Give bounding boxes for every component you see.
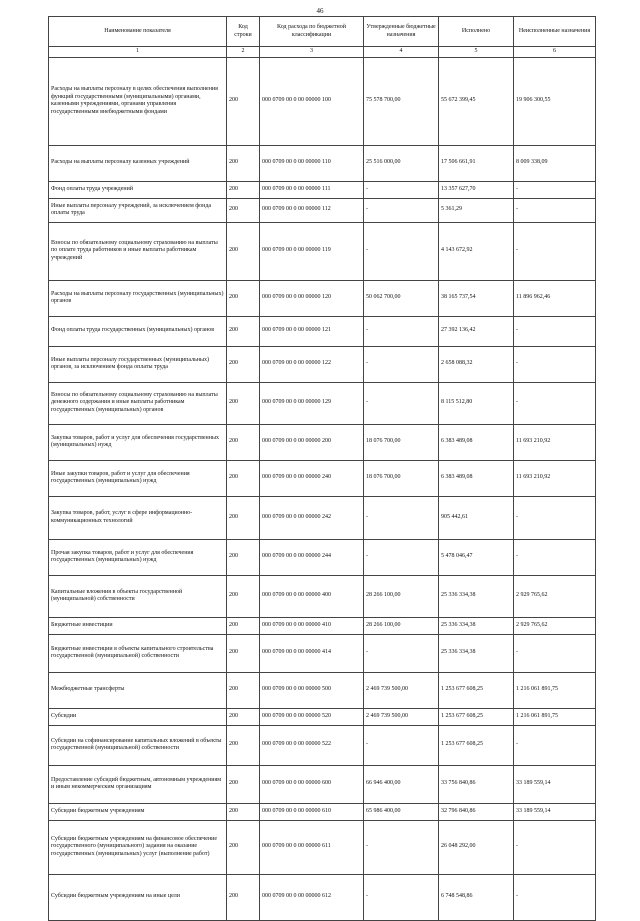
cell-executed: 33 756 840,86	[439, 765, 514, 803]
cell-executed: 8 115 512,80	[439, 382, 514, 424]
column-number: 5	[439, 47, 514, 58]
table-row	[49, 803, 596, 820]
cell-budget-code: 000 0709 00 0 00 00000 244	[260, 539, 364, 575]
cell-approved: -	[364, 539, 439, 575]
cell-budget-code: 000 0709 00 0 00 00000 110	[260, 145, 364, 181]
cell-budget-code: 000 0709 00 0 00 00000 520	[260, 708, 364, 725]
cell-name: Расходы на выплаты персоналу казенных учреждений	[49, 145, 227, 181]
cell-unexecuted: 2 929 765,62	[514, 617, 596, 634]
cell-executed: 905 442,61	[439, 496, 514, 539]
cell-budget-code: 000 0709 00 0 00 00000 120	[260, 280, 364, 316]
cell-budget-code: 000 0709 00 0 00 00000 400	[260, 575, 364, 617]
cell-budget-code: 000 0709 00 0 00 00000 610	[260, 803, 364, 820]
table-row	[49, 316, 596, 346]
cell-budget-code: 000 0709 00 0 00 00000 414	[260, 634, 364, 672]
page-number: 46	[316, 7, 324, 15]
header-budget-code: Код расхода по бюджетной классификации	[260, 17, 364, 47]
cell-name: Иные выплаты персоналу государственных (муниципальных) органов, за исключением фонда оплаты труда	[49, 346, 227, 382]
cell-unexecuted: 19 906 300,55	[514, 57, 596, 145]
cell-executed: 32 796 840,86	[439, 803, 514, 820]
cell-line-code: 200	[227, 460, 260, 496]
cell-budget-code: 000 0709 00 0 00 00000 119	[260, 222, 364, 280]
cell-executed: 4 143 672,92	[439, 222, 514, 280]
cell-executed: 6 748 548,86	[439, 874, 514, 920]
cell-line-code: 200	[227, 725, 260, 765]
cell-executed: 25 336 334,38	[439, 634, 514, 672]
cell-approved: 50 062 700,00	[364, 280, 439, 316]
cell-line-code: 200	[227, 424, 260, 460]
cell-executed: 55 672 399,45	[439, 57, 514, 145]
cell-budget-code: 000 0709 00 0 00 00000 522	[260, 725, 364, 765]
table-row	[49, 222, 596, 280]
cell-line-code: 200	[227, 181, 260, 198]
cell-unexecuted: -	[514, 539, 596, 575]
cell-unexecuted: 2 929 765,62	[514, 575, 596, 617]
cell-executed: 5 361,29	[439, 198, 514, 222]
table-row	[49, 198, 596, 222]
cell-name: Субсидии на софинансирование капитальных вложений в объекты государственной (муниципальной) собственности	[49, 725, 227, 765]
cell-name: Предоставление субсидий бюджетным, автономным учреждениям и иным некоммерческим организациям	[49, 765, 227, 803]
cell-approved: 75 578 700,00	[364, 57, 439, 145]
cell-executed: 6 383 489,08	[439, 460, 514, 496]
cell-line-code: 200	[227, 803, 260, 820]
cell-approved: 2 469 739 500,00	[364, 672, 439, 708]
cell-unexecuted: 11 693 210,92	[514, 460, 596, 496]
cell-unexecuted: -	[514, 181, 596, 198]
cell-budget-code: 000 0709 00 0 00 00000 100	[260, 57, 364, 145]
cell-name: Фонд оплаты труда учреждений	[49, 181, 227, 198]
cell-approved: -	[364, 222, 439, 280]
table-row	[49, 672, 596, 708]
cell-executed: 17 506 661,91	[439, 145, 514, 181]
cell-approved: 66 946 400,00	[364, 765, 439, 803]
cell-line-code: 200	[227, 145, 260, 181]
cell-line-code: 200	[227, 617, 260, 634]
cell-executed: 38 165 737,54	[439, 280, 514, 316]
cell-approved: 65 986 400,00	[364, 803, 439, 820]
cell-line-code: 200	[227, 496, 260, 539]
cell-line-code: 200	[227, 708, 260, 725]
cell-budget-code: 000 0709 00 0 00 00000 611	[260, 820, 364, 874]
cell-unexecuted: -	[514, 316, 596, 346]
table-row	[49, 57, 596, 145]
cell-name: Взносы по обязательному социальному страхованию на выплаты денежного содержания и иные выплаты работникам государственных (муниципальных) органов	[49, 382, 227, 424]
cell-budget-code: 000 0709 00 0 00 00000 200	[260, 424, 364, 460]
table-row	[49, 575, 596, 617]
cell-line-code: 200	[227, 820, 260, 874]
cell-unexecuted: -	[514, 496, 596, 539]
cell-line-code: 200	[227, 765, 260, 803]
cell-approved: -	[364, 346, 439, 382]
table-row	[49, 496, 596, 539]
cell-name: Бюджетные инвестиции в объекты капитального строительства государственной (муниципальной) собственности	[49, 634, 227, 672]
table-row	[49, 460, 596, 496]
cell-budget-code: 000 0709 00 0 00 00000 111	[260, 181, 364, 198]
cell-approved: -	[364, 496, 439, 539]
table-row	[49, 280, 596, 316]
cell-approved: 18 076 700,00	[364, 460, 439, 496]
column-number: 1	[49, 47, 227, 58]
cell-name: Субсидии бюджетным учреждениям на иные цели	[49, 874, 227, 920]
cell-budget-code: 000 0709 00 0 00 00000 122	[260, 346, 364, 382]
cell-approved: -	[364, 634, 439, 672]
table-row	[49, 765, 596, 803]
column-number: 2	[227, 47, 260, 58]
cell-line-code: 200	[227, 382, 260, 424]
table-row	[49, 708, 596, 725]
cell-approved: -	[364, 316, 439, 346]
cell-executed: 27 392 136,42	[439, 316, 514, 346]
cell-unexecuted: -	[514, 198, 596, 222]
cell-name: Закупка товаров, работ, услуг в сфере информационно-коммуникационных технологий	[49, 496, 227, 539]
cell-name: Субсидии бюджетным учреждениям на финансовое обеспечение государственного (муниципального) задания на оказание государственных (муниципальных) услуг (выполнение работ)	[49, 820, 227, 874]
cell-name: Бюджетные инвестиции	[49, 617, 227, 634]
cell-line-code: 200	[227, 634, 260, 672]
header-name: Наименование показателя	[49, 17, 227, 47]
cell-executed: 2 658 088,32	[439, 346, 514, 382]
cell-approved: 28 266 100,00	[364, 617, 439, 634]
cell-approved: -	[364, 181, 439, 198]
cell-line-code: 200	[227, 316, 260, 346]
table-row	[49, 346, 596, 382]
column-number: 6	[514, 47, 596, 58]
cell-line-code: 200	[227, 57, 260, 145]
table-row	[49, 145, 596, 181]
cell-name: Фонд оплаты труда государственных (муниципальных) органов	[49, 316, 227, 346]
header-unexecuted: Неисполненные назначения	[514, 17, 596, 47]
cell-executed: 25 336 334,38	[439, 575, 514, 617]
cell-line-code: 200	[227, 575, 260, 617]
header-executed: Исполнено	[439, 17, 514, 47]
cell-line-code: 200	[227, 222, 260, 280]
cell-name: Расходы на выплаты персоналу государственных (муниципальных) органов	[49, 280, 227, 316]
cell-line-code: 200	[227, 280, 260, 316]
cell-budget-code: 000 0709 00 0 00 00000 410	[260, 617, 364, 634]
cell-line-code: 200	[227, 198, 260, 222]
cell-approved: -	[364, 725, 439, 765]
budget-execution-table	[48, 16, 596, 921]
cell-budget-code: 000 0709 00 0 00 00000 500	[260, 672, 364, 708]
cell-unexecuted: 33 189 559,14	[514, 765, 596, 803]
cell-name: Субсидии бюджетным учреждениям	[49, 803, 227, 820]
cell-approved: -	[364, 198, 439, 222]
cell-unexecuted: -	[514, 346, 596, 382]
cell-executed: 1 253 677 608,25	[439, 708, 514, 725]
cell-name: Иные выплаты персоналу учреждений, за исключением фонда оплаты труда	[49, 198, 227, 222]
cell-name: Межбюджетные трансферты	[49, 672, 227, 708]
table-row	[49, 424, 596, 460]
cell-line-code: 200	[227, 672, 260, 708]
cell-budget-code: 000 0709 00 0 00 00000 612	[260, 874, 364, 920]
cell-executed: 13 357 627,70	[439, 181, 514, 198]
cell-unexecuted: 8 009 338,09	[514, 145, 596, 181]
cell-line-code: 200	[227, 539, 260, 575]
column-number: 4	[364, 47, 439, 58]
cell-unexecuted: -	[514, 222, 596, 280]
column-number-row	[49, 47, 596, 58]
cell-line-code: 200	[227, 346, 260, 382]
table-row	[49, 820, 596, 874]
cell-approved: 2 469 739 500,00	[364, 708, 439, 725]
table-header-row	[49, 17, 596, 47]
table-row	[49, 382, 596, 424]
table-row	[49, 634, 596, 672]
cell-approved: -	[364, 820, 439, 874]
cell-approved: -	[364, 382, 439, 424]
cell-name: Взносы по обязательному социальному страхованию на выплаты по оплате труда работников и иные выплаты работникам учреждений	[49, 222, 227, 280]
cell-budget-code: 000 0709 00 0 00 00000 600	[260, 765, 364, 803]
cell-unexecuted: 33 189 559,14	[514, 803, 596, 820]
cell-unexecuted: 11 693 210,92	[514, 424, 596, 460]
cell-unexecuted: 11 896 962,46	[514, 280, 596, 316]
cell-unexecuted: -	[514, 874, 596, 920]
cell-approved: -	[364, 874, 439, 920]
header-line-code: Код строки	[227, 17, 260, 47]
cell-unexecuted: -	[514, 820, 596, 874]
cell-approved: 18 076 700,00	[364, 424, 439, 460]
cell-unexecuted: -	[514, 725, 596, 765]
table-row	[49, 181, 596, 198]
cell-executed: 1 253 677 608,25	[439, 725, 514, 765]
cell-budget-code: 000 0709 00 0 00 00000 240	[260, 460, 364, 496]
cell-unexecuted: -	[514, 634, 596, 672]
table-row	[49, 725, 596, 765]
cell-budget-code: 000 0709 00 0 00 00000 129	[260, 382, 364, 424]
header-approved: Утвержденные бюджетные назначения	[364, 17, 439, 47]
cell-executed: 1 253 677 608,25	[439, 672, 514, 708]
cell-name: Субсидии	[49, 708, 227, 725]
cell-name: Капитальные вложения в объекты государственной (муниципальной) собственности	[49, 575, 227, 617]
cell-budget-code: 000 0709 00 0 00 00000 242	[260, 496, 364, 539]
cell-approved: 28 266 100,00	[364, 575, 439, 617]
cell-line-code: 200	[227, 874, 260, 920]
cell-executed: 5 478 046,47	[439, 539, 514, 575]
cell-executed: 26 048 292,00	[439, 820, 514, 874]
table-row	[49, 617, 596, 634]
cell-budget-code: 000 0709 00 0 00 00000 121	[260, 316, 364, 346]
cell-name: Расходы на выплаты персоналу в целях обеспечения выполнения функций государственными (муниципальными) органами, казенными учреждениями, органами управления государственными внебюджетными фондами	[49, 57, 227, 145]
table-row	[49, 874, 596, 920]
cell-name: Прочая закупка товаров, работ и услуг для обеспечения государственных (муниципальных) нужд	[49, 539, 227, 575]
cell-executed: 25 336 334,38	[439, 617, 514, 634]
cell-budget-code: 000 0709 00 0 00 00000 112	[260, 198, 364, 222]
cell-name: Иные закупки товаров, работ и услуг для обеспечения государственных (муниципальных) нужд	[49, 460, 227, 496]
column-number: 3	[260, 47, 364, 58]
cell-name: Закупка товаров, работ и услуг для обеспечения государственных (муниципальных) нужд	[49, 424, 227, 460]
cell-executed: 6 383 489,08	[439, 424, 514, 460]
table-row	[49, 539, 596, 575]
cell-approved: 25 516 000,00	[364, 145, 439, 181]
cell-unexecuted: 1 216 061 891,75	[514, 708, 596, 725]
cell-unexecuted: -	[514, 382, 596, 424]
cell-unexecuted: 1 216 061 891,75	[514, 672, 596, 708]
